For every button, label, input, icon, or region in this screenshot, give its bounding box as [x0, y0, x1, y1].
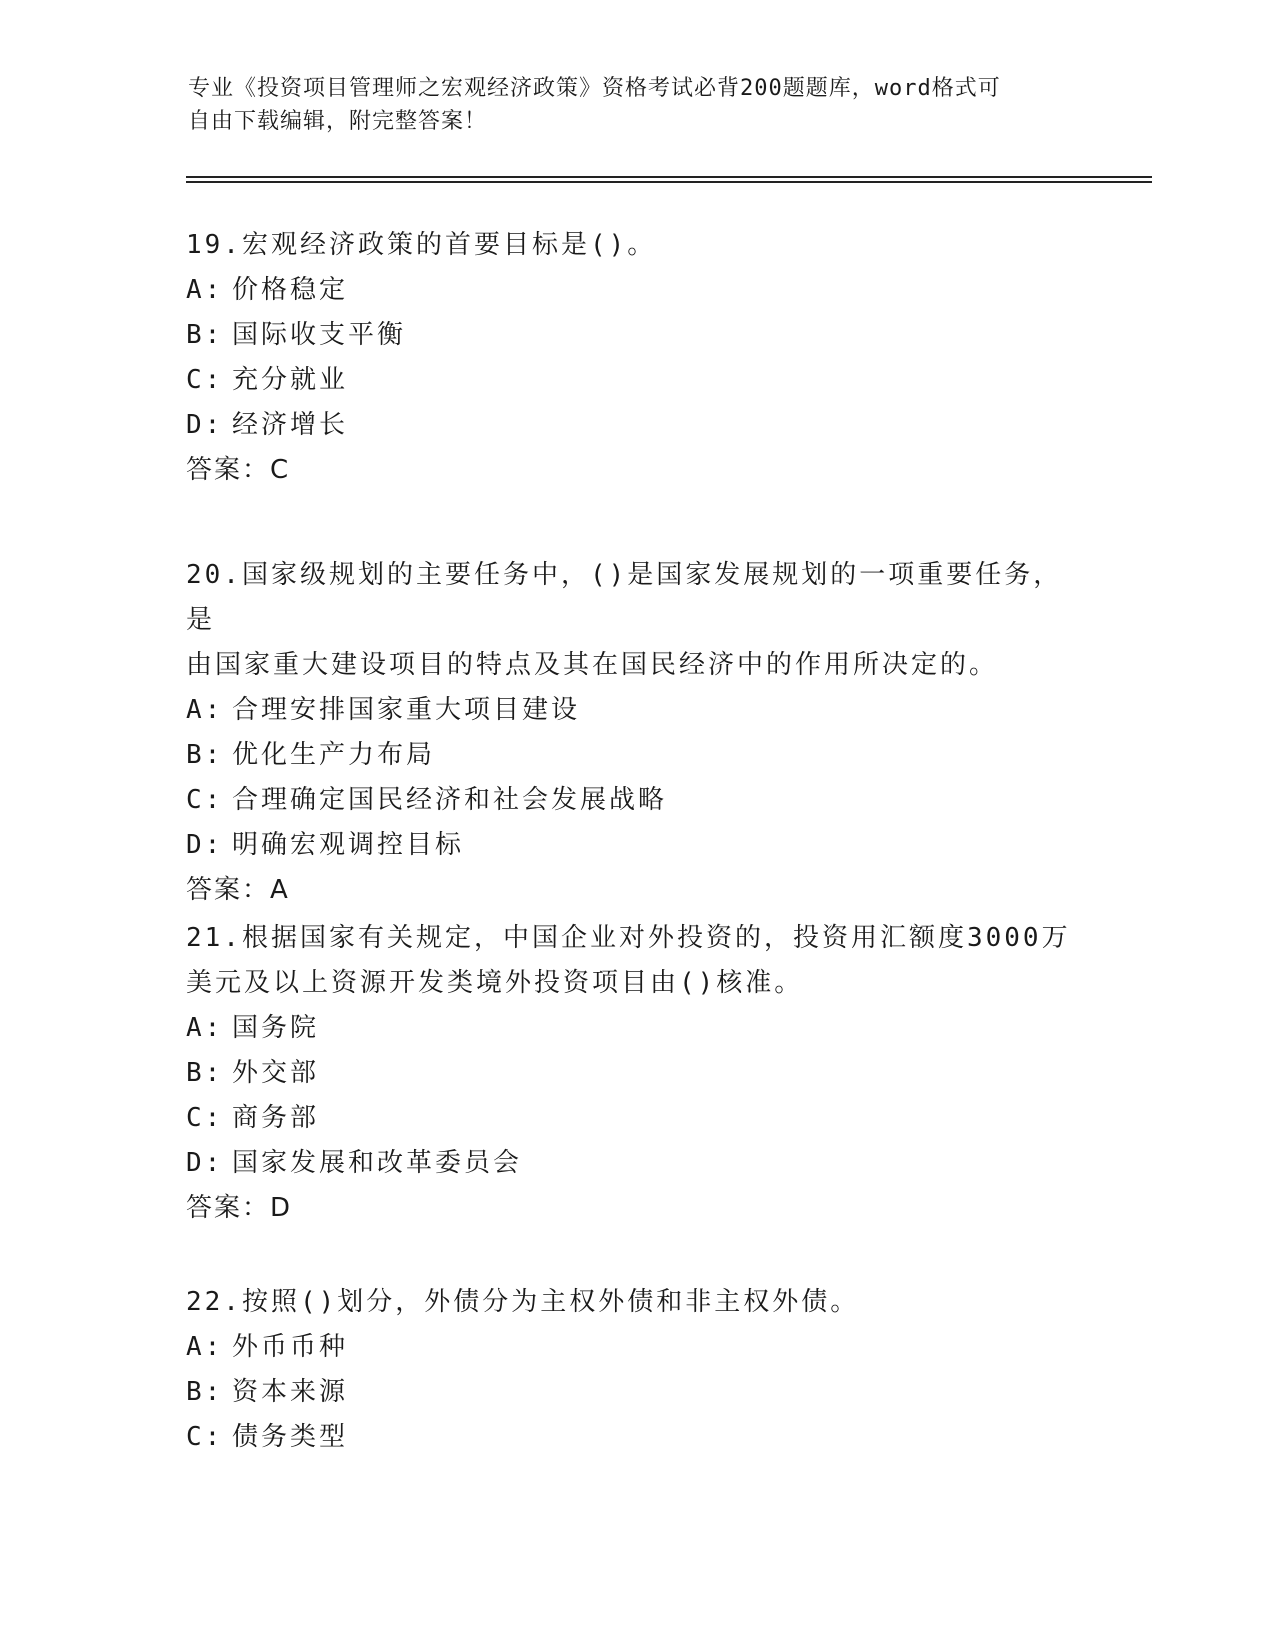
document-header	[188, 72, 1068, 138]
option-letter: A:	[186, 1013, 224, 1043]
option-text: 优化生产力布局	[232, 740, 436, 770]
option-d	[186, 403, 1086, 448]
option-c	[186, 358, 1086, 403]
option-c	[186, 1096, 1086, 1141]
option-text: 国务院	[232, 1013, 320, 1043]
option-text: 外币币种	[232, 1332, 349, 1362]
option-text: 国际收支平衡	[232, 320, 407, 350]
option-text: 充分就业	[232, 365, 349, 395]
option-text: 资本来源	[232, 1377, 349, 1407]
question-stem: 由国家重大建设项目的特点及其在国民经济中的作用所决定的。	[186, 650, 999, 680]
option-a	[186, 688, 1086, 733]
option-c	[186, 778, 1086, 823]
answer-line: 答案：C	[186, 455, 291, 485]
option-text: 外交部	[232, 1058, 320, 1088]
option-text: 债务类型	[232, 1422, 349, 1452]
option-d	[186, 1141, 1086, 1186]
option-text: 合理确定国民经济和社会发展战略	[232, 785, 668, 815]
option-letter: B:	[186, 320, 224, 350]
question-block	[186, 1280, 1086, 1460]
option-letter: C:	[186, 1103, 224, 1133]
header-intro-line: 自由下载编辑，附完整答案！	[188, 109, 488, 134]
question-stem: 美元及以上资源开发类境外投资项目由()核准。	[186, 968, 804, 998]
option-letter: D:	[186, 830, 224, 860]
question-block	[186, 223, 1086, 493]
answer-line: 答案：D	[186, 1193, 293, 1223]
option-b	[186, 313, 1086, 358]
option-b	[186, 1051, 1086, 1096]
header-divider	[186, 176, 1152, 178]
option-c	[186, 1415, 1086, 1460]
question-block	[186, 553, 1086, 913]
option-letter: A:	[186, 275, 224, 305]
question-stem: 21.根据国家有关规定，中国企业对外投资的，投资用汇额度3000万	[186, 923, 1071, 953]
option-a	[186, 1325, 1086, 1370]
option-text: 明确宏观调控目标	[232, 830, 465, 860]
question-stem: 20.国家级规划的主要任务中，()是国家发展规划的一项重要任务，是	[186, 560, 1063, 635]
option-letter: A:	[186, 1332, 224, 1362]
question-block	[186, 916, 1086, 1231]
option-a	[186, 1006, 1086, 1051]
header-divider	[186, 181, 1152, 183]
question-stem: 22.按照()划分，外债分为主权外债和非主权外债。	[186, 1287, 860, 1317]
option-letter: C:	[186, 365, 224, 395]
option-letter: C:	[186, 785, 224, 815]
option-letter: B:	[186, 1058, 224, 1088]
question-stem: 19.宏观经济政策的首要目标是()。	[186, 230, 657, 260]
option-text: 价格稳定	[232, 275, 349, 305]
header-intro-line: 专业《投资项目管理师之宏观经济政策》资格考试必背200题题库，word格式可	[188, 76, 1001, 101]
option-letter: B:	[186, 740, 224, 770]
option-b	[186, 1370, 1086, 1415]
option-d	[186, 823, 1086, 868]
option-letter: A:	[186, 695, 224, 725]
option-text: 合理安排国家重大项目建设	[232, 695, 581, 725]
option-text: 商务部	[232, 1103, 320, 1133]
answer-line: 答案：A	[186, 875, 290, 905]
option-letter: C:	[186, 1422, 224, 1452]
option-letter: D:	[186, 1148, 224, 1178]
option-b	[186, 733, 1086, 778]
option-text: 经济增长	[232, 410, 349, 440]
option-letter: B:	[186, 1377, 224, 1407]
option-a	[186, 268, 1086, 313]
option-text: 国家发展和改革委员会	[232, 1148, 523, 1178]
option-letter: D:	[186, 410, 224, 440]
